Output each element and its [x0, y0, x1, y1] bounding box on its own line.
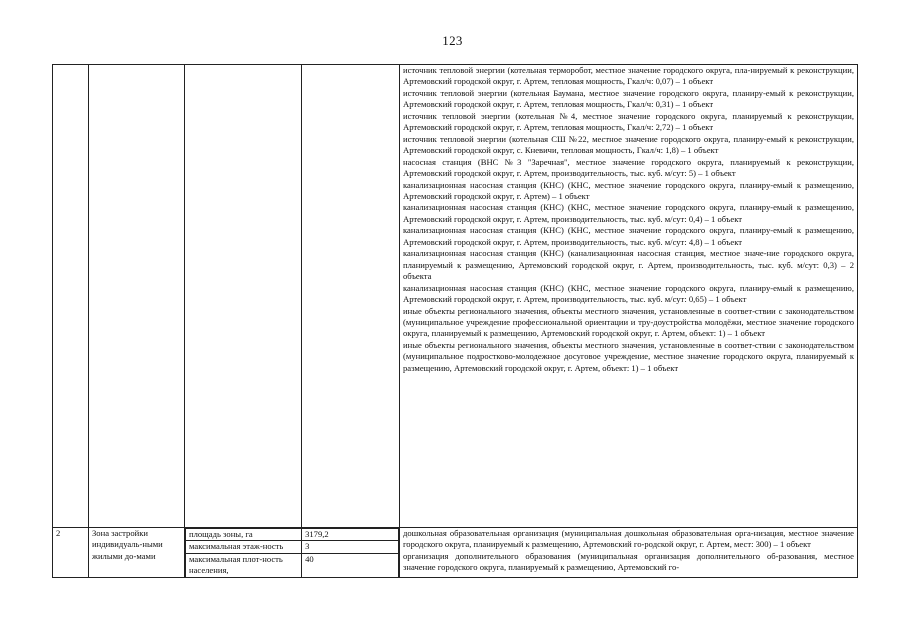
object-item: канализационная насосная станция (КНС) (КНС, местное значение городского округа, планиру-емый к размещению, Артемовский городской округ, г. Артем, производительность, тыс. куб. м/сут: 0,4) – 1 объект — [403, 202, 854, 224]
param-value: 40 — [302, 553, 399, 576]
param-row — [186, 529, 399, 541]
param-name: площадь зоны, га — [186, 529, 302, 541]
param-name: максимальная плот-ность населения, — [186, 553, 302, 576]
param-value: 3 — [302, 541, 399, 553]
objects-cell — [400, 528, 858, 578]
object-item: организация дополнительного образования (муниципальная организация дополнительного об-разования, местное значение городского округа, планируемый к размещению, Артемовский го- — [403, 550, 854, 573]
object-item: иные объекты регионального значения, объекты местного значения, установленные в соответ-ствии с законодательством (муниципальное учреждение профессиональной ориентации и тру-доустройства молодёжи, местное значение городского округа, планируемый к размещению, Артемовский городской округ, г. Артем, объект: 1) – 1 объект — [403, 305, 854, 339]
object-item: канализационная насосная станция (КНС) (КНС, местное значение городского округа, планиру-емый к размещению, Артемовский городской округ, г. Артем) – 1 объект — [403, 179, 854, 201]
object-item: канализационная насосная станция (КНС) (канализационная насосная станция, местное значе-ние городского округа, планируемый к размещению, Артемовский городской округ, г. Артем, производительность, тыс. куб. м/сут: 0,3) – 2 объекта — [403, 248, 854, 282]
param-value: 3179,2 — [302, 529, 399, 541]
param-row — [186, 541, 399, 553]
table-row — [53, 65, 858, 528]
page-number: 123 — [442, 33, 463, 48]
params-cell — [185, 528, 400, 578]
object-item: насосная станция (ВНС №3 "Заречная", местное значение городского округа, планируемый к реконструкции, Артемовский городской округ, г. Артем, производительность, тыс. куб. м/сут: 5) – 1 объект — [403, 156, 854, 179]
object-item: источник тепловой энергии (котельная №4, местное значение городского округа, планируемый к реконструкции, Артемовский городской округ, г. Артем, тепловая мощность, Гкал/ч: 2,72) – 1 объект — [403, 110, 854, 133]
row-number-cell — [53, 65, 89, 528]
objects-cell — [400, 65, 858, 528]
row-number-cell: 2 — [53, 528, 89, 578]
object-item: канализационная насосная станция (КНС) (КНС, местное значение городского округа, планиру-емый к размещению, Артемовский городской округ, г. Артем, производительность, тыс. куб. м/сут: 0,65) – 1 объект — [403, 282, 854, 305]
zone-name-cell: Зона застройки индивидуаль-ными жилыми до-мами — [89, 528, 185, 578]
object-item: источник тепловой энергии (котельная СШ №22, местное значение городского округа, планиру-емый к реконструкции, Артемовский городской округ, с. Кневичи, тепловая мощность, Гкал/ч: 1,8) – 1 объект — [403, 133, 854, 156]
param-row — [186, 553, 399, 576]
table-row — [53, 528, 858, 578]
planning-table — [52, 64, 858, 578]
object-item: дошкольная образовательная организация (муниципальная дошкольная образовательная орга-низация, местное значение городского округа, планируемый к размещению, Артемовский го-родской округ, г. Артем, мест: 300) – 1 объект — [403, 528, 854, 550]
param-value-cell — [302, 65, 400, 528]
object-item: источник тепловой энергии (котельная терморобот, местное значение городского округа, пла-нируемый к реконструкции, Артемовский городской округ, г. Артем, тепловая мощность, Гкал/ч: 0,07) – 1 объект — [403, 65, 854, 87]
object-item: иные объекты регионального значения, объекты местного значения, установленные в соответ-ствии с законодательством (муниципальное подростково-молодежное досуговое учреждение, местное значение городского округа, планируемый к размещению, Артемовский городской округ, г. Артем, объект: 1) – 1 объект — [403, 339, 854, 373]
param-name-cell — [185, 65, 302, 528]
param-name: максимальная этаж-ность — [186, 541, 302, 553]
params-subtable — [185, 528, 399, 577]
zone-name-cell — [89, 65, 185, 528]
object-item: канализационная насосная станция (КНС) (КНС, местное значение городского округа, планиру-емый к размещению, Артемовский городской округ, г. Артем, производительность, тыс. куб. м/сут: 4,8) – 1 объект — [403, 225, 854, 247]
object-item: источник тепловой энергии (котельная Баумана, местное значение городского округа, планиру-емый к реконструкции, Артемовский городской округ, г. Артем, тепловая мощность, Гкал/ч: 0,31) – 1 объект — [403, 87, 854, 110]
